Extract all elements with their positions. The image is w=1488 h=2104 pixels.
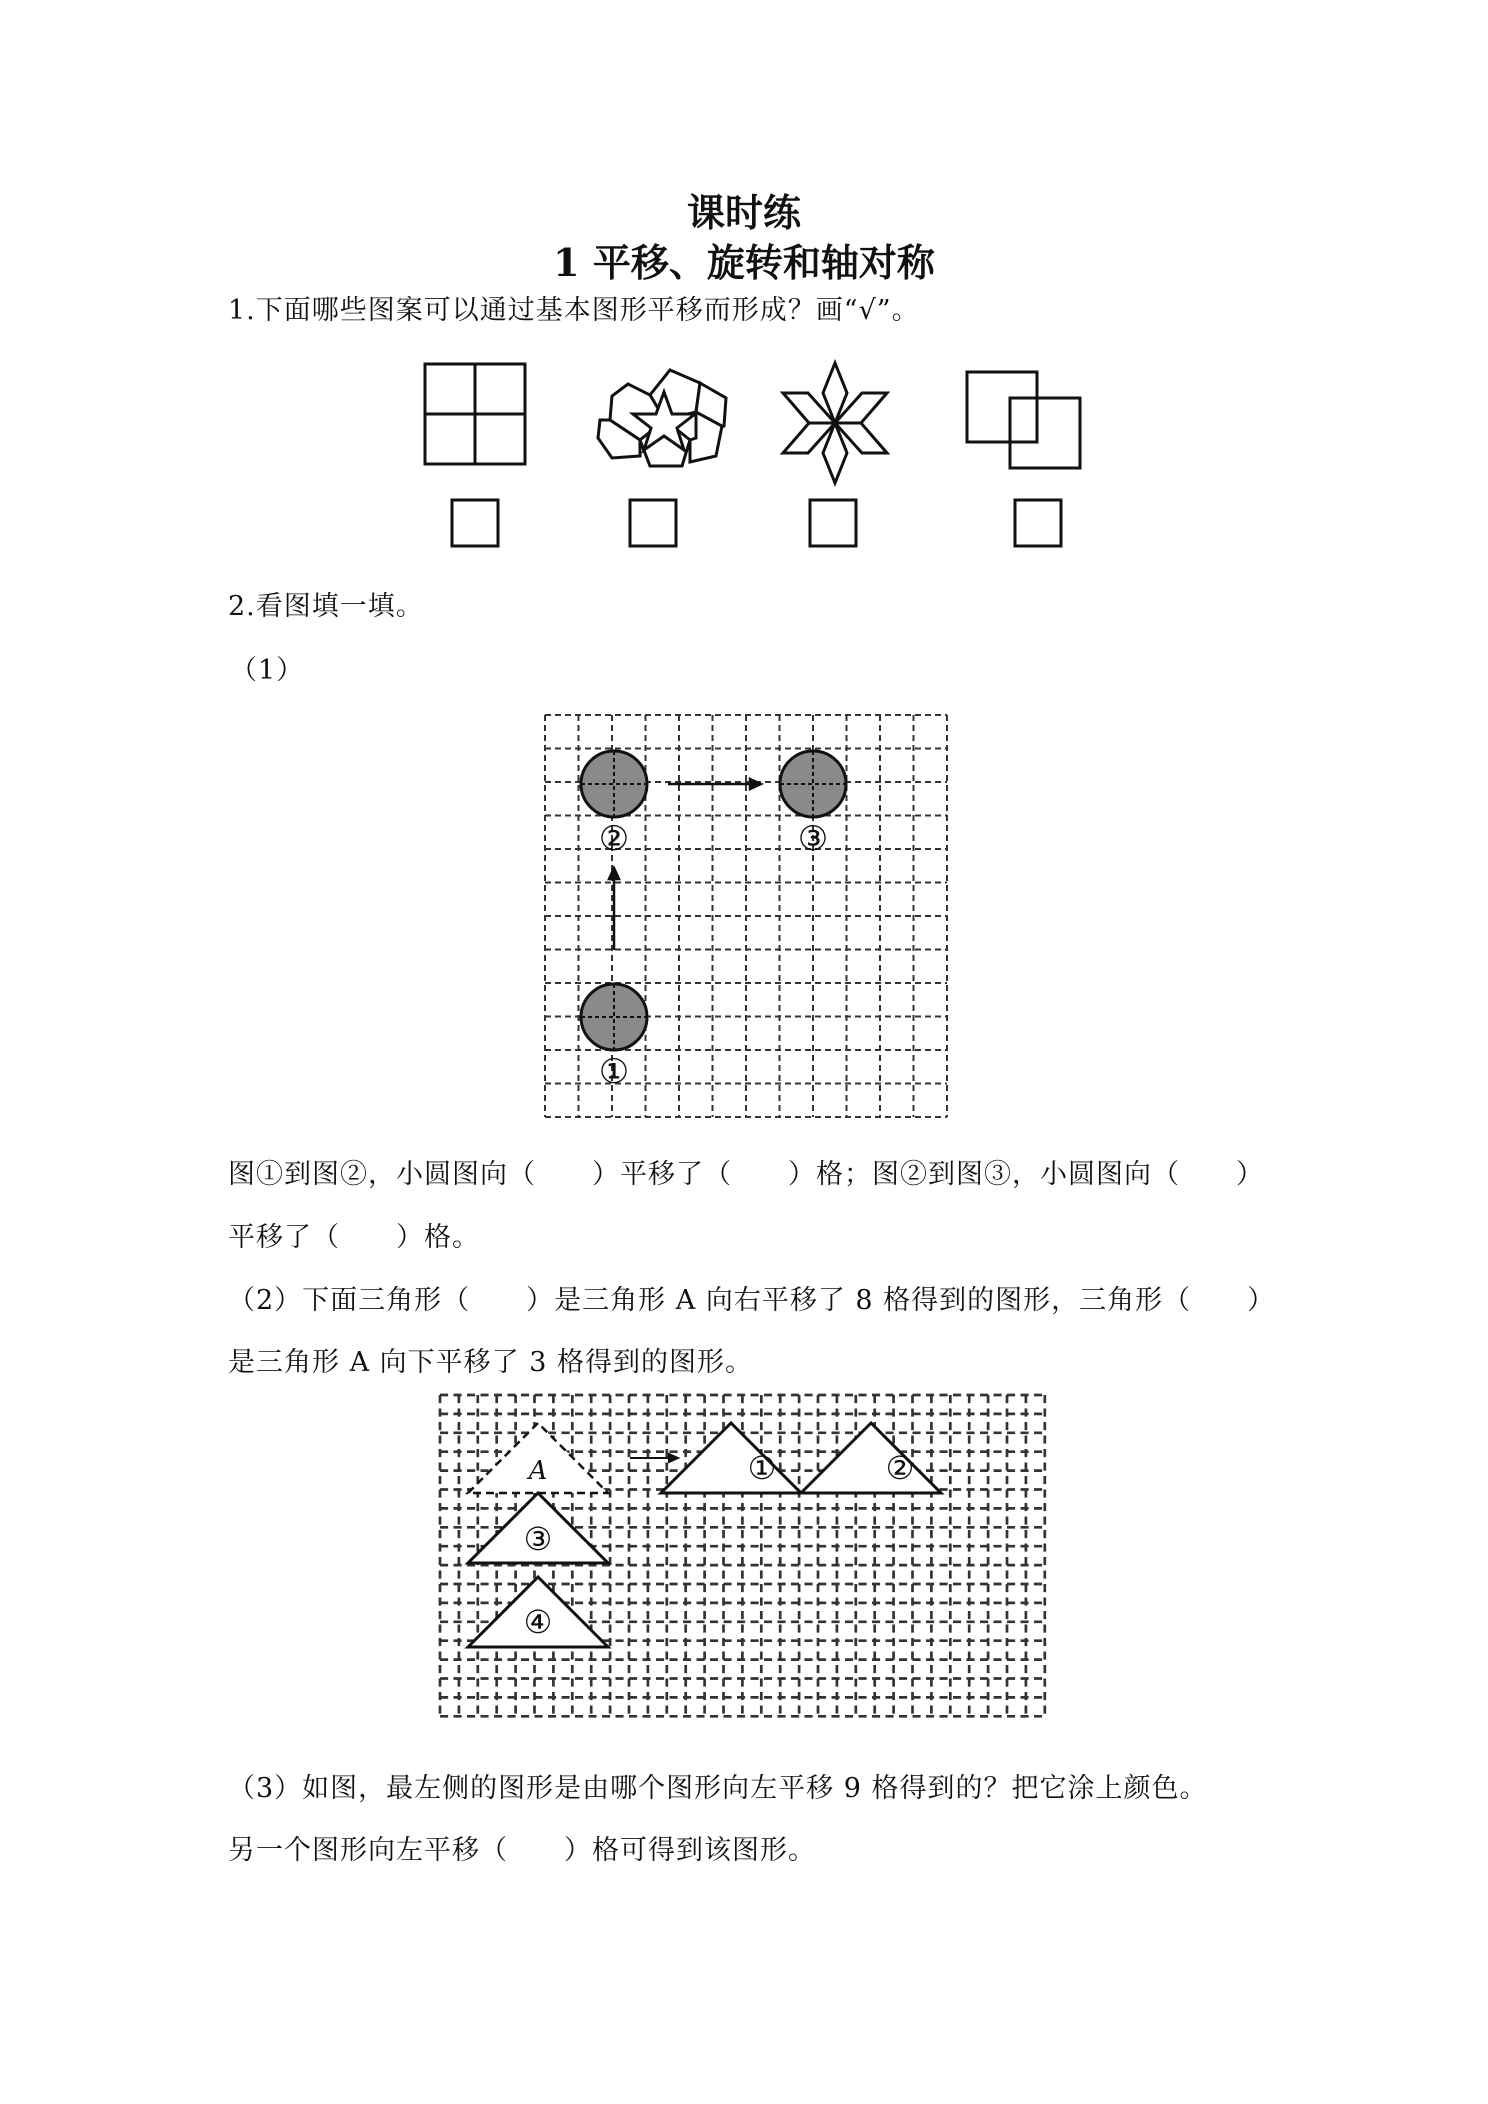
part-3-text-line-2: 另一个图形向左平移（ ）格可得到该图形。 [228,1835,816,1866]
part-1-text-line-2: 平移了（ ）格。 [228,1222,480,1253]
figure-rhombus-star [783,363,887,483]
answer-box-3[interactable] [810,500,856,546]
figure-four-squares [425,364,525,464]
label-triangle-1: ① [747,1449,777,1487]
label-triangle-a: A [528,1456,548,1486]
figure-overlapping-squares [967,372,1080,468]
part-2-grid-figure [440,1395,1060,1735]
answer-box-2[interactable] [630,500,676,546]
label-circle-3: ③ [797,819,829,859]
part-1-grid-figure [545,715,955,1125]
page-subtitle: 1 平移、旋转和轴对称 [553,240,935,285]
arrow-right [630,1454,678,1462]
part-1-label: （1） [230,655,305,686]
question-2-prompt: 2.看图填一填。 [228,591,424,622]
part-2-text-line-2: 是三角形 A 向下平移了 3 格得到的图形。 [228,1347,754,1378]
part-2-text-line-1: （2）下面三角形（ ）是三角形 A 向右平移了 8 格得到的图形，三角形（ ） [228,1285,1276,1316]
label-circle-1: ① [598,1052,630,1092]
figure-pentagon-star [598,370,726,466]
arrow-up [609,868,619,950]
answer-box-4[interactable] [1015,500,1061,546]
question-1-figures [0,350,1488,650]
circle-2 [581,751,647,817]
answer-boxes[interactable] [452,500,1061,546]
label-triangle-4: ④ [523,1603,553,1641]
label-triangle-2: ② [885,1449,915,1487]
answer-box-1[interactable] [452,500,498,546]
circle-1 [581,984,647,1050]
part-1-text-line-1: 图①到图②，小圆图向（ ）平移了（ ）格；图②到图③，小圆图向（ ） [228,1159,1264,1190]
label-triangle-3: ③ [523,1520,553,1558]
label-circle-2: ② [598,819,630,859]
page-title: 课时练 [686,190,801,235]
arrow-right [668,779,761,789]
part-3-text-line-1: （3）如图，最左侧的图形是由哪个图形向左平移 9 格得到的？把它涂上颜色。 [228,1773,1208,1804]
circle-3 [780,751,846,817]
question-1-prompt: 1.下面哪些图案可以通过基本图形平移而形成？画“√”。 [228,295,920,326]
